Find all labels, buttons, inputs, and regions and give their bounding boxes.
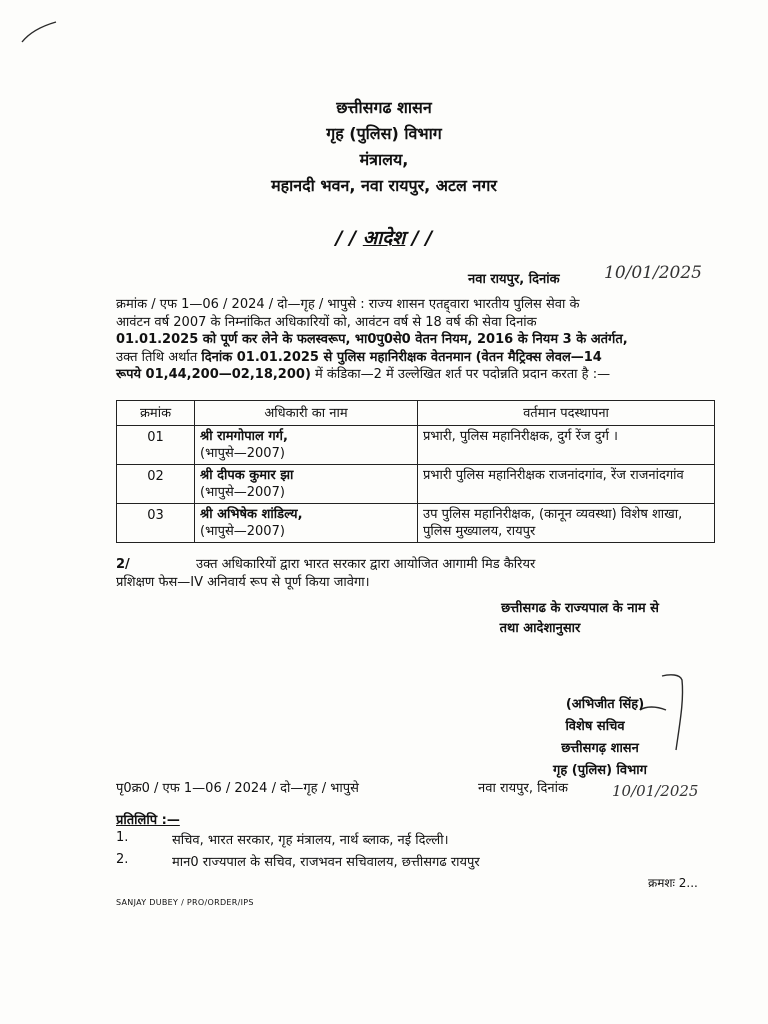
signatory-govt: छत्तीसगढ़ शासन: [561, 741, 639, 756]
para1-line5-b: में कंडिका—2 में उल्लेखित शर्त पर पदोन्नति प्रदान करता है :—: [310, 367, 611, 382]
para1-line4-a: उक्त तिथि अर्थात: [116, 349, 202, 365]
para1-line5: [116, 366, 716, 384]
endorsement-handwritten-date: 10/01/2025: [612, 782, 699, 800]
officer-name: श्री अभिषेक शांडिल्य,: [200, 507, 303, 522]
row-posting: उप पुलिस महानिरीक्षक, (कानून व्यवस्था) विशेष शाखा, पुलिस मुख्यालय, रायपुर: [418, 504, 715, 543]
copy-item-2-text: मान0 राज्यपाल के सचिव, राजभवन सचिवालय, छत्तीसगढ रायपुर: [172, 855, 480, 870]
col-current-posting: वर्तमान पदस्थापना: [418, 401, 715, 426]
signatory-dept: गृह (पुलिस) विभाग: [553, 763, 647, 778]
row-serial: 03: [117, 504, 195, 543]
table-header-row: [117, 401, 715, 426]
header-ministry: मंत्रालय,: [359, 150, 409, 169]
copy-to-heading: प्रतिलिपि :—: [116, 813, 180, 828]
para1-line1: क्रमांक / एफ 1—06 / 2024 / दो—गृह / भापुसे : राज्य शासन एतद्द्वारा भारतीय पुलिस सेवा के: [116, 297, 580, 312]
order-paragraph-1: [116, 296, 716, 384]
para1-line4-b: दिनांक 01.01.2025 से पुलिस महानिरीक्षक वेतनमान (वेतन मैट्रिक्स लेवल—14: [201, 349, 602, 365]
row-serial: 01: [117, 426, 195, 465]
row-officer: [195, 426, 418, 465]
para2-line2: प्रशिक्षण फेस—IV अनिवार्य रूप से पूर्ण किया जावेगा।: [116, 574, 370, 590]
para1-line3-text: 01.01.2025 को पूर्ण कर लेने के फलस्वरूप, भा0पु0से0 वेतन नियम, 2016 के नियम 3 के अतंर्गत,: [116, 332, 628, 347]
pen-mark: [20, 18, 60, 46]
para2-line1-text: उक्त अधिकारियों द्वारा भारत सरकार द्वारा आयोजित आगामी मिड कैरियर: [196, 557, 536, 572]
footer-code: SANJAY DUBEY / PRO/ORDER/IPS: [116, 898, 254, 907]
para1-line2: आवंटन वर्ष 2007 के निम्नांकित अधिकारियों को, आवंटन वर्ष से 18 वर्ष की सेवा दिनांक: [116, 314, 537, 330]
col-serial: क्रमांक: [117, 401, 195, 426]
continued-note: क्रमशः 2...: [648, 876, 698, 890]
header-address: महानदी भवन, नवा रायपुर, अटल नगर: [271, 176, 497, 195]
officer-batch: (भापुसे—2007): [200, 485, 285, 500]
handwritten-date: 10/01/2025: [604, 263, 702, 283]
row-posting: प्रभारी, पुलिस महानिरीक्षक, दुर्ग रेंज दुर्ग ।: [418, 426, 715, 465]
order-title: [0, 224, 768, 250]
row-posting: प्रभारी पुलिस महानिरीक्षक राजनांदगांव, रेंज राजनांदगांव: [418, 465, 715, 504]
row-officer: [195, 504, 418, 543]
order-title-word: आदेश: [362, 227, 406, 249]
para1-line3: [116, 331, 716, 349]
para2-line1: [116, 556, 716, 574]
officer-batch: (भापुसे—2007): [200, 524, 285, 539]
para2-number: 2/: [116, 557, 130, 572]
header-govt: छत्तीसगढ शासन: [336, 98, 432, 117]
table-row: [117, 426, 715, 465]
row-serial: 02: [117, 465, 195, 504]
row-officer: [195, 465, 418, 504]
endorsement-ref: पृ0क्र0 / एफ 1—06 / 2024 / दो—गृह / भापुसे: [116, 781, 359, 796]
authority-line1: छत्तीसगढ के राज्यपाल के नाम से: [501, 601, 659, 616]
officer-batch: (भापुसे—2007): [200, 446, 285, 461]
authority-line2: तथा आदेशानुसार: [499, 621, 581, 636]
officers-table: [116, 400, 715, 543]
officer-name: श्री रामगोपाल गर्ग,: [200, 429, 288, 444]
table-row: [117, 504, 715, 543]
order-title-prefix: / /: [335, 227, 363, 249]
para1-line5-a: रूपये 01,44,200—02,18,200): [116, 367, 311, 382]
col-officer-name: अधिकारी का नाम: [195, 401, 418, 426]
copy-item-1-text: सचिव, भारत सरकार, गृह मंत्रालय, नार्थ ब्लाक, नई दिल्ली।: [172, 833, 449, 848]
copy-item-1-number: 1.: [116, 830, 129, 845]
para1-line4: [116, 349, 716, 367]
order-paragraph-2: [116, 556, 716, 591]
signatory-designation: विशेष सचिव: [565, 719, 625, 734]
table-row: [117, 465, 715, 504]
place-date-label: नवा रायपुर, दिनांक: [468, 272, 560, 287]
order-title-suffix: / /: [405, 227, 433, 249]
endorsement-place-date: नवा रायपुर, दिनांक: [478, 781, 568, 796]
officer-name: श्री दीपक कुमार झा: [200, 468, 294, 483]
header-department: गृह (पुलिस) विभाग: [326, 124, 442, 143]
copy-item-2-number: 2.: [116, 852, 129, 867]
signatory-name: (अभिजीत सिंह): [565, 697, 645, 712]
